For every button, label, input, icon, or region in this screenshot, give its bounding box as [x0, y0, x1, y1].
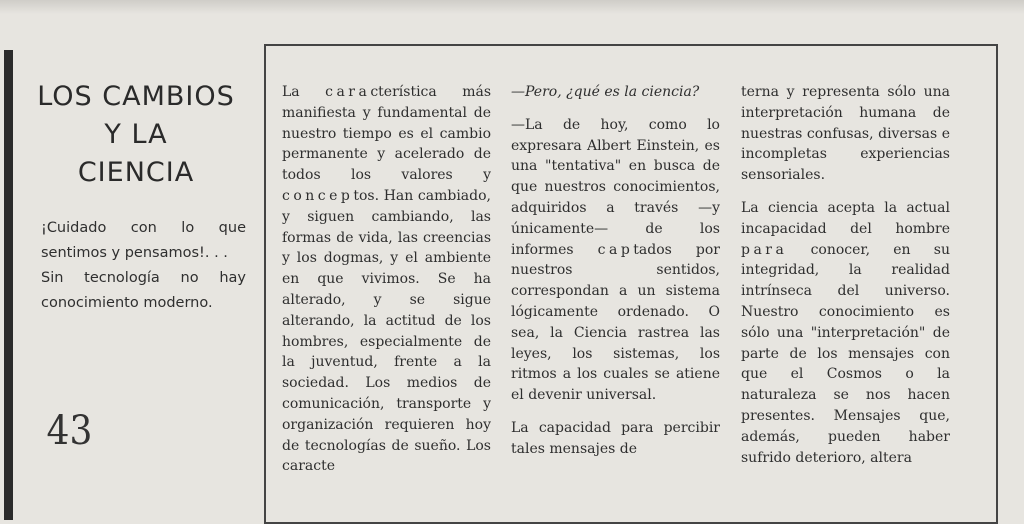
text-run: cterística más manifiesta y fundamental de nuestro tiempo es el cambio permanente y acelerado de todos los valores y — [282, 84, 492, 184]
heading-line: CIENCIA — [77, 157, 195, 188]
text-run: tados por nuestros sentidos, correspondan a un sistema lógicamente ordenado. O sea, la Ciencia rastrea las leyes, los sistemas, los ritmos a los cuales se atiene el devenir universal. — [511, 241, 720, 404]
text-run: La ciencia acepta la actual incapacidad del hombre — [741, 199, 950, 237]
paragraph: terna y representa sólo una interpretación humana de nuestras confusas, diversas e incompletas experiencias sensoriales. — [741, 84, 950, 184]
text-run: tos. Han cambiado, y siguen cambiando, las formas de vida, las creencias y los dogmas, y el ambiente en que vivimos. Se ha alterado, y se sigue alterando, la actitud de los hombres, especialmente de la juventud, frente a la sociedad. Los medios de comunicación, transporte y organización requieren hoy de tecnologías de sueño. Los caracte — [282, 187, 491, 475]
spaced-text-run: concep — [282, 187, 354, 204]
intro-line: ¡Cuidado con lo que sentimos y pensamos!. . . — [41, 220, 246, 261]
article-column-1 — [282, 82, 491, 489]
paragraph — [511, 115, 720, 406]
article-column-2 — [511, 82, 720, 472]
spaced-text-run: cap — [597, 241, 634, 258]
intro-text — [41, 216, 246, 316]
page-top-shadow — [0, 0, 1024, 14]
question-paragraph — [511, 82, 720, 103]
article-heading — [22, 78, 250, 192]
spaced-text-run: cara — [325, 84, 371, 100]
article-column-3 — [741, 82, 950, 480]
heading-line: Y LA — [104, 119, 168, 150]
sidebar — [22, 78, 250, 316]
paragraph — [282, 82, 491, 477]
text-run: La — [282, 84, 326, 100]
intro-line: Sin tecnología no hay conocimiento moderno. — [41, 270, 246, 311]
heading-line: LOS CAMBIOS — [37, 81, 235, 112]
paragraph — [741, 198, 950, 468]
left-vertical-rule — [4, 50, 13, 520]
handwritten-page-number: 43 — [46, 408, 93, 454]
question-text: —Pero, ¿qué es la ciencia? — [511, 84, 700, 100]
spaced-text-run: para — [741, 241, 788, 258]
text-run: conocer, en su integridad, la realidad intrínseca del universo. Nuestro conocimiento es sólo una "interpretación" de parte de los mensajes con que el Cosmos o la naturaleza se nos hacen presentes. Mensajes que, además, pueden haber sufrido deterioro, altera — [741, 241, 950, 466]
text-run: —La de hoy, como lo expresara Albert Einstein, es una "tentativa" en busca de que nuestros conocimientos, adquiridos a través —y únicamente— de los informes — [511, 116, 720, 258]
paragraph: La capacidad para percibir tales mensajes de — [511, 419, 720, 457]
